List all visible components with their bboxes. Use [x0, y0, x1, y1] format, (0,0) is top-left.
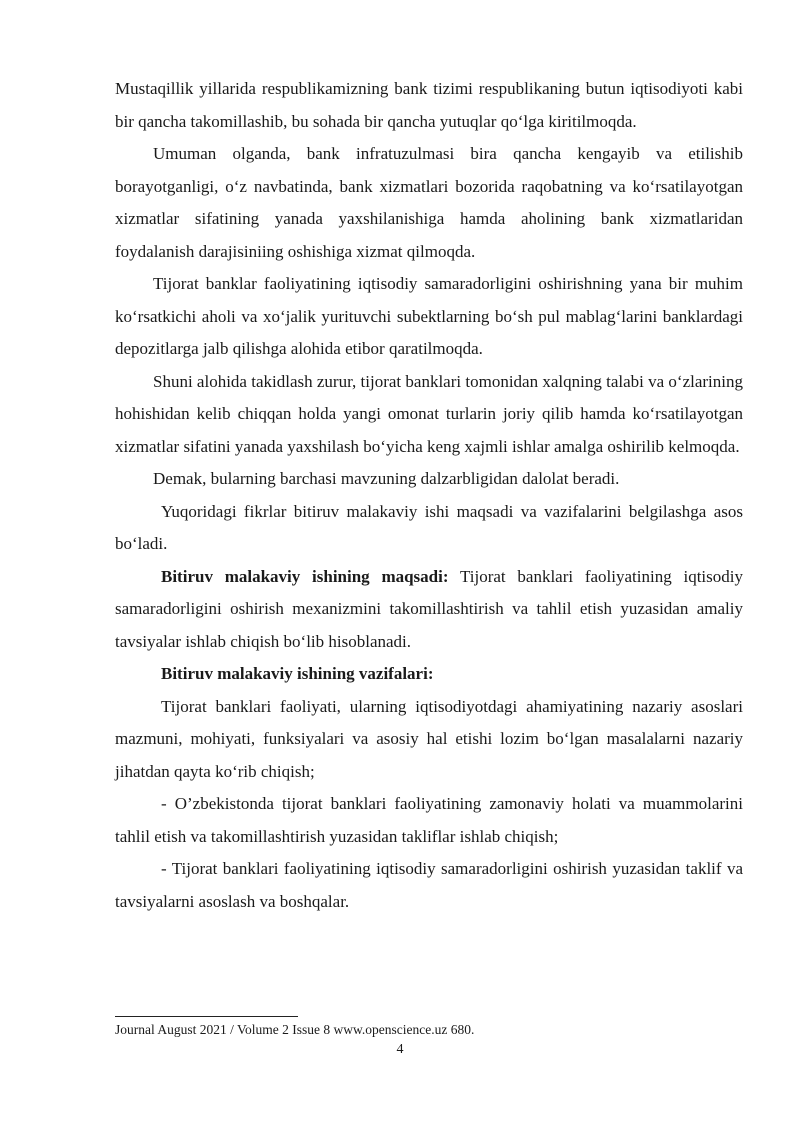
goal-heading: Bitiruv malakaviy ishining maqsadi:: [161, 566, 449, 586]
body-text: [115, 73, 743, 918]
paragraph-infrastructure: Umuman olganda, bank infratuzulmasi bira qancha kengayib va etilishib borayotganligi, o‘z navbatinda, bank xizmatlari bozorida raqobatning va ko‘rsatilayotgan xizmatlar sifatining yanada yaxshilanishiga hamda aholining bank xizmatlaridan foydalanish darajisiniing oshishiga xizmat qilmoqda.: [115, 144, 743, 261]
paragraph-deposits: Tijorat banklar faoliyatining iqtisodiy samaradorligini oshirishning yana bir muhim ko‘rsatkichi aholi va xo‘jalik yurituvchi subektlarning bo‘sh pul mablag‘larini banklardagi depozitlarga jalb qilishga alohida etibor qaratilmoqda.: [115, 274, 743, 358]
task-item-analysis: - O’zbekistonda tijorat banklari faoliyatining zamonaviy holati va muammolarini tahlil etish va takomillashtirish yuzasidan takliflar ishlab chiqish;: [115, 794, 743, 846]
footnote-divider: [115, 1016, 298, 1017]
tasks-heading: Bitiruv malakaviy ishining vazifalari:: [161, 664, 434, 683]
paragraph-basis: Yuqoridagi fikrlar bitiruv malakaviy ishi maqsadi va vazifalarini belgilashga asos bo‘ladi.: [115, 501, 743, 553]
page-number: 4: [396, 1042, 404, 1057]
paragraph-relevance: Demak, bularning barchasi mavzuning dalzarbligidan dalolat beradi.: [153, 469, 620, 488]
goal-text: Tijorat banklari faoliyatining iqtisodiy samaradorligini oshirish mexanizmini takomillashtirish va tahlil etish yuzasidan amaliy tavsiyalar ishlab chiqish bo‘lib hisoblanadi.: [115, 566, 743, 651]
task-item-recommendations: - Tijorat banklari faoliyatining iqtisodiy samaradorligini oshirish yuzasidan taklif va tavsiyalarni asoslash va boshqalar.: [115, 859, 743, 911]
task-item-theory: Tijorat banklari faoliyati, ularning iqtisodiyotdagi ahamiyatining nazariy asoslari mazmuni, mohiyati, funksiyalari va asosiy hal etishi lozim bo‘lgan masalalarni nazariy jihatdan qayta ko‘rib chiqish;: [115, 696, 743, 781]
paragraph-goal: [115, 561, 743, 659]
paragraph-services: Shuni alohida takidlash zurur, tijorat banklari tomonidan xalqning talabi va o‘zlarining hohishidan kelib chiqqan holda yangi omonat turlarin joriy qilib hamda ko‘rsatilayotgan xizmatlar sifatini yanada yaxshilash bo‘yicha keng xajmli ishlar amalga oshirilib kelmoqda.: [115, 371, 743, 456]
paragraph-intro: Mustaqillik yillarida respublikamizning bank tizimi respublikaning butun iqtisodiyoti kabi bir qancha takomillashib, bu sohada bir qancha yutuqlar qo‘lga kiritilmoqda.: [115, 79, 743, 131]
footnote: Journal August 2021 / Volume 2 Issue 8 www.openscience.uz 680.: [115, 1022, 475, 1037]
